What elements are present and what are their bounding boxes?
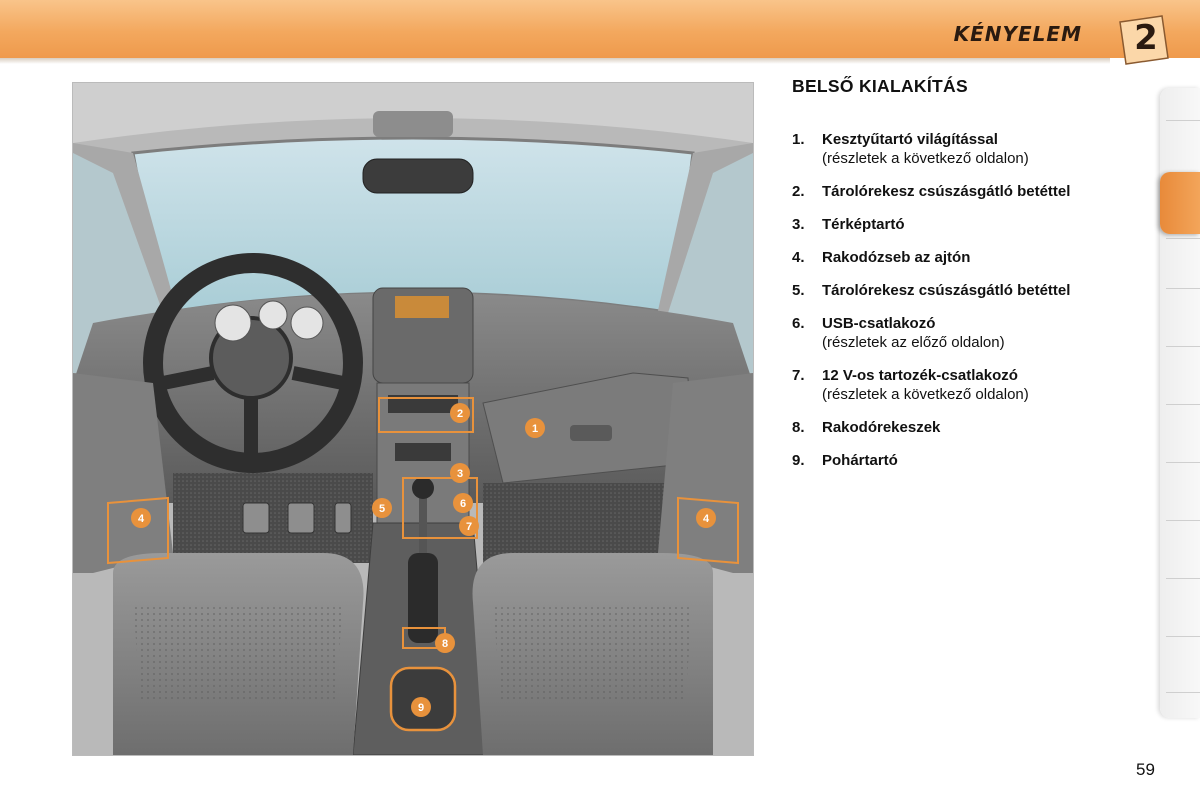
item-number: 3. <box>792 216 805 233</box>
item-note: (részletek a következő oldalon) <box>822 150 1029 167</box>
gear-boot <box>408 553 438 643</box>
side-tab-divider <box>1166 520 1200 521</box>
section-title: KÉNYELEM <box>953 22 1082 46</box>
mirror-mount <box>373 111 453 137</box>
equipment-list <box>792 130 1122 470</box>
chapter-number: 2 <box>1134 18 1158 58</box>
item-note: (részletek a következő oldalon) <box>822 386 1029 403</box>
callout-label-4-left: 4 <box>137 513 145 525</box>
gear-knob <box>412 477 434 499</box>
item-number: 6. <box>792 315 805 332</box>
gauge-right <box>291 307 323 339</box>
pedal-accelerator <box>335 503 351 533</box>
item-note: (részletek az előző oldalon) <box>822 334 1005 351</box>
driver-seat-fabric <box>133 603 343 703</box>
list-item <box>792 418 1122 437</box>
side-tab-divider <box>1166 578 1200 579</box>
side-tab-divider <box>1166 346 1200 347</box>
info-display <box>395 296 449 318</box>
side-tab-active-chapter[interactable] <box>1160 172 1200 234</box>
side-tab-divider <box>1166 120 1200 121</box>
page-number: 59 <box>1136 760 1155 779</box>
pedal-brake <box>288 503 314 533</box>
list-item <box>792 281 1122 300</box>
item-title: Rakodózseb az ajtón <box>822 249 971 266</box>
item-number: 7. <box>792 367 805 384</box>
side-tab-divider <box>1166 404 1200 405</box>
list-item <box>792 366 1122 404</box>
item-number: 4. <box>792 249 805 266</box>
list-item <box>792 215 1122 234</box>
side-tab-divider <box>1166 288 1200 289</box>
item-title: Tárolórekesz csúszásgátló betéttel <box>822 282 1071 299</box>
callout-label-6: 6 <box>459 498 467 510</box>
callout-label-8: 8 <box>441 638 449 650</box>
car-interior-illustration <box>72 82 754 756</box>
glove-box-handle <box>570 425 612 441</box>
side-tab-divider <box>1166 692 1200 693</box>
gauge-center <box>259 301 287 329</box>
item-title: Térképtartó <box>822 216 905 233</box>
item-number: 9. <box>792 452 805 469</box>
side-tab-divider <box>1166 238 1200 239</box>
item-number: 1. <box>792 131 805 148</box>
side-tab-divider <box>1166 636 1200 637</box>
item-number: 5. <box>792 282 805 299</box>
header-shadow <box>0 58 1110 64</box>
item-title: Tárolórekesz csúszásgátló betéttel <box>822 183 1071 200</box>
callout-label-9: 9 <box>417 702 425 714</box>
list-item <box>792 182 1122 201</box>
climate-display <box>395 443 451 461</box>
side-tab-divider <box>1166 462 1200 463</box>
item-title: USB-csatlakozó <box>822 315 936 332</box>
callout-label-7: 7 <box>465 521 473 533</box>
content-title: BELSŐ KIALAKÍTÁS <box>792 76 968 96</box>
passenger-seat-fabric <box>493 603 693 703</box>
item-number: 2. <box>792 183 805 200</box>
item-title: 12 V-os tartozék-csatlakozó <box>822 367 1018 384</box>
passenger-footwell <box>483 483 673 563</box>
callout-label-4-right: 4 <box>702 513 710 525</box>
item-title: Pohártartó <box>822 452 898 469</box>
item-title: Rakodórekeszek <box>822 419 941 436</box>
callout-label-3: 3 <box>456 468 464 480</box>
item-title: Kesztyűtartó világítással <box>822 131 998 148</box>
list-item <box>792 451 1122 470</box>
pedal-clutch <box>243 503 269 533</box>
list-item <box>792 130 1122 168</box>
callout-label-2: 2 <box>456 408 464 420</box>
gauge-left <box>215 305 251 341</box>
list-item <box>792 314 1122 352</box>
item-number: 8. <box>792 419 805 436</box>
rear-view-mirror <box>363 159 473 193</box>
callout-label-1: 1 <box>531 423 539 435</box>
callout-label-5: 5 <box>378 503 386 515</box>
list-item <box>792 248 1122 267</box>
